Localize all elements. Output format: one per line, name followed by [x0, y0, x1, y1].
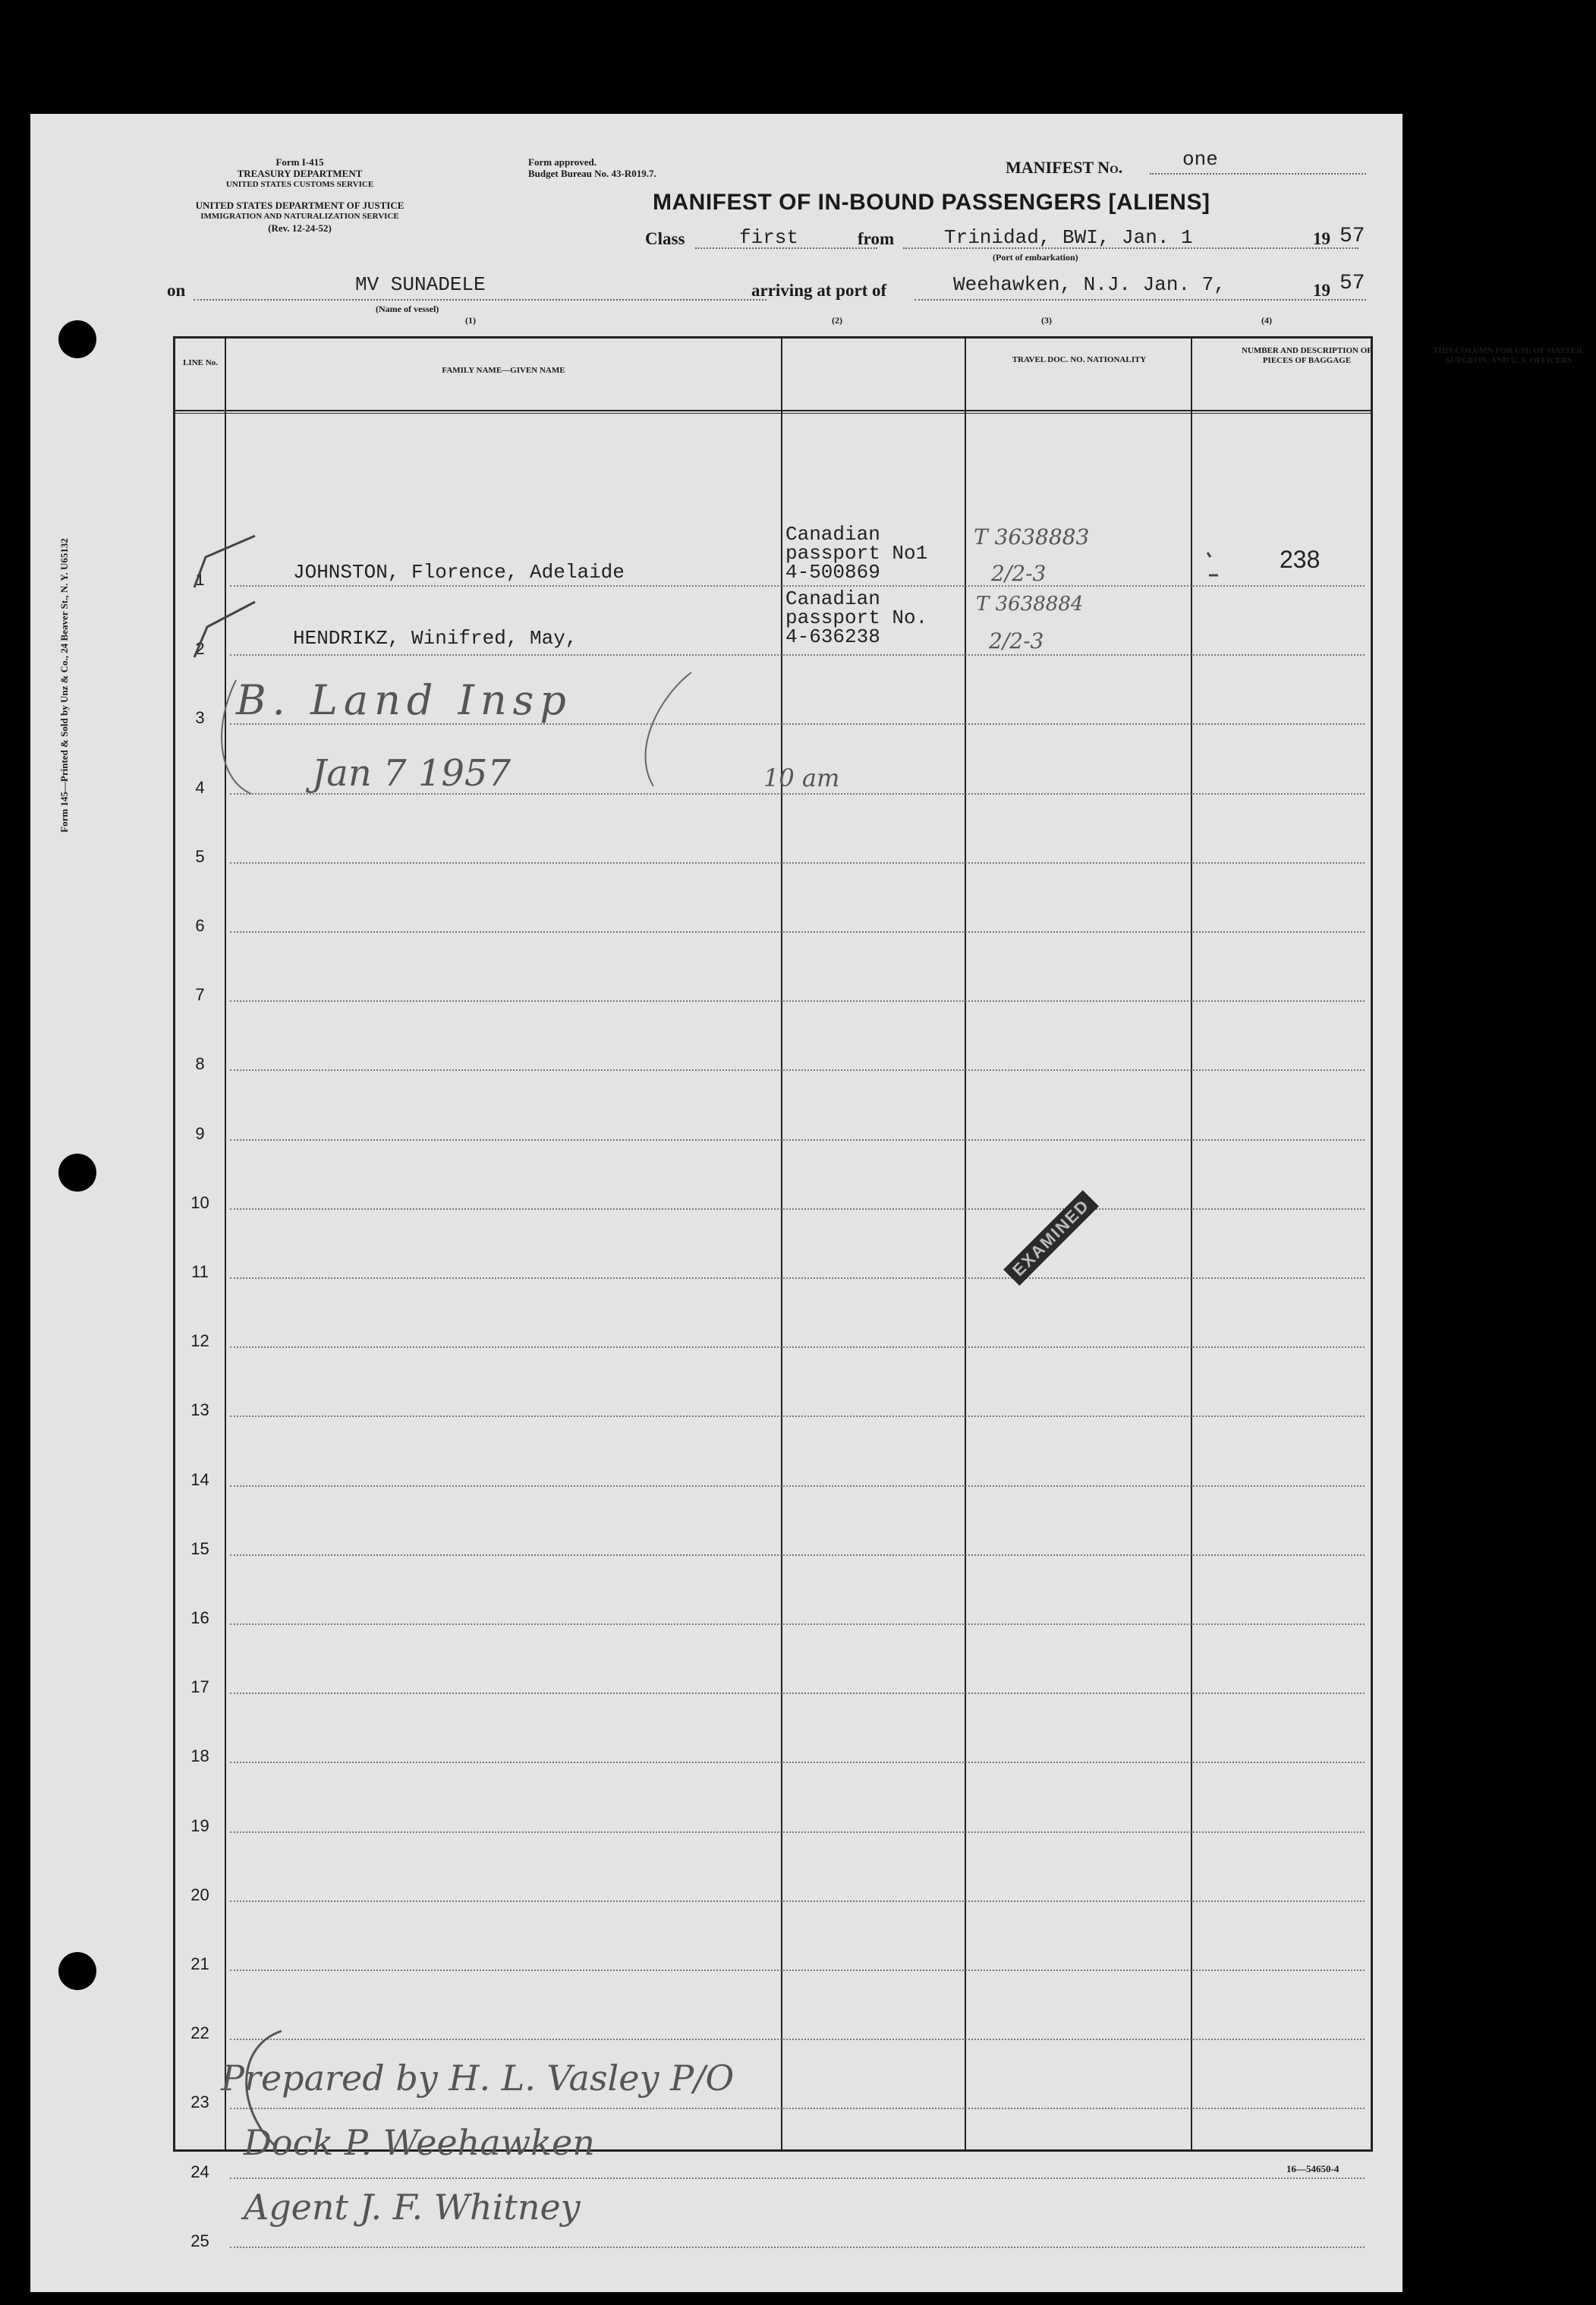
row-number: 11	[191, 1262, 209, 1281]
check-mark-2	[190, 600, 259, 661]
row-number: 22	[190, 2023, 209, 2043]
row-rule	[230, 1623, 1365, 1625]
entry-2-name: HENDRIKZ, Winifred, May,	[293, 627, 578, 650]
header-officers: THIS COLUMN FOR USE OF MASTER, SURGEON, AND U. S. OFFICERS	[1433, 346, 1585, 365]
arrival-year: 57	[1339, 272, 1365, 295]
class-label: Class	[645, 229, 685, 248]
row-rule	[230, 1970, 1365, 1971]
row-number: 16	[190, 1608, 209, 1627]
inspection-stamp-loop	[206, 665, 813, 809]
check-mark-1	[190, 534, 259, 595]
manifest-number: one	[1182, 148, 1218, 171]
row-number: 19	[190, 1815, 209, 1835]
officer-tick-marks	[1192, 543, 1238, 589]
row-rule	[230, 1277, 1365, 1279]
header-rule-2	[175, 413, 1371, 414]
row-number: 1	[195, 570, 205, 589]
row-rule	[230, 2247, 1365, 2248]
manifest-dots	[1150, 173, 1366, 175]
entry-1-doc-line-3: 4-500869	[785, 561, 880, 584]
entry-1-doc-line-2: passport No1	[785, 542, 928, 565]
approval-block	[528, 156, 656, 179]
entry-2-doc-line-3: 4-636238	[785, 625, 880, 648]
from-value: Trinidad, BWI, Jan. 1	[944, 226, 1193, 249]
from-label: from	[858, 229, 895, 248]
row-rule	[230, 1831, 1365, 1833]
entry-1-officer-note: 238	[1280, 546, 1321, 573]
row-rule	[230, 1693, 1365, 1694]
row-number: 10	[190, 1192, 209, 1212]
revision: (Rev. 12-24-52)	[268, 222, 332, 234]
col-num-1: (1)	[465, 315, 476, 326]
row-number: 13	[190, 1400, 209, 1420]
row-number: 18	[190, 1746, 209, 1766]
row-number: 12	[190, 1331, 209, 1351]
arrival-dots	[914, 299, 1366, 301]
entry-1-baggage-line-2: 2/2-3	[991, 561, 1047, 586]
col-num-4: (4)	[1261, 315, 1272, 326]
vessel-dots	[194, 299, 767, 301]
budget-bureau: Budget Bureau No. 43-R019.7.	[528, 168, 656, 179]
row-number: 5	[195, 846, 205, 866]
vessel-name: MV SUNADELE	[355, 273, 486, 296]
entry-2-doc-line-2: passport No.	[785, 606, 928, 629]
manifest-sheet	[30, 114, 1585, 2292]
form-approved: Form approved.	[528, 156, 597, 168]
row-rule	[230, 1762, 1365, 1763]
row-number: 8	[195, 1054, 205, 1074]
inspector-signature: B. Land Insp	[236, 676, 572, 724]
row-number: 2	[195, 639, 205, 659]
row-number: 9	[195, 1123, 205, 1143]
row-number: 24	[190, 2162, 209, 2181]
row-rule	[230, 1346, 1365, 1348]
header-line-no: LINE No.	[183, 358, 218, 367]
inspection-date: Jan 7 1957	[312, 752, 511, 795]
entry-2-baggage-line-1: T 3638884	[976, 593, 1084, 616]
punch-hole-top	[58, 320, 96, 358]
justice-department: UNITED STATES DEPARTMENT OF JUSTICE	[195, 200, 405, 211]
from-year-prefix: 19	[1313, 229, 1330, 248]
form-number-block	[197, 156, 402, 191]
punch-hole-middle	[58, 1154, 96, 1192]
row-rule	[230, 1069, 1365, 1071]
side-printer-text: Form 145—Printed & Sold by Unz & Co., 24 Beaver St., N. Y. U65132	[58, 538, 70, 833]
arrival-year-prefix: 19	[1313, 281, 1330, 300]
port-of-embarkation-caption: (Port of embarkation)	[993, 252, 1078, 263]
row-rule	[230, 1900, 1365, 1902]
row-number: 14	[190, 1469, 209, 1489]
row-rule	[230, 1139, 1365, 1141]
on-label: on	[167, 281, 186, 300]
vessel-caption: (Name of vessel)	[376, 304, 439, 314]
row-number: 20	[190, 1885, 209, 1904]
row-rule	[230, 862, 1365, 864]
customs-service: UNITED STATES CUSTOMS SERVICE	[225, 180, 374, 189]
col-divider-name	[781, 339, 782, 2149]
entry-2-baggage-line-2: 2/2-3	[989, 628, 1044, 653]
signature-bracket	[213, 2023, 411, 2152]
footer-code: 16—54650-4	[1286, 2163, 1339, 2174]
treasury-department: TREASURY DEPARTMENT	[237, 168, 363, 179]
row-rule	[230, 2177, 1365, 2179]
from-year: 57	[1339, 225, 1365, 248]
col-divider-travel	[965, 339, 966, 2149]
justice-department-block	[163, 200, 436, 234]
row-rule	[230, 931, 1365, 933]
entry-2-doc-line-1: Canadian	[785, 587, 880, 610]
row-rule	[230, 1485, 1365, 1487]
row-rule	[230, 1000, 1365, 1002]
col-num-2: (2)	[832, 315, 842, 326]
row-rule	[230, 1415, 1365, 1417]
row-number: 23	[190, 2092, 209, 2112]
page-title: MANIFEST OF IN-BOUND PASSENGERS [ALIENS]	[653, 190, 1210, 215]
header-name: FAMILY NAME—GIVEN NAME	[442, 366, 565, 375]
diagonal-examined-stamp: EXAMINED	[1003, 1190, 1099, 1286]
row-rule	[230, 654, 1365, 656]
row-number: 15	[190, 1538, 209, 1558]
agent: Agent J. F. Whitney	[244, 2187, 581, 2228]
arriving-label: arriving at port of	[751, 281, 887, 300]
arrival-value: Weehawken, N.J. Jan. 7,	[953, 273, 1226, 296]
prepared-by: Prepared by H. L. Vasley P/O	[221, 2058, 735, 2099]
row-number: 7	[195, 985, 205, 1005]
row-rule	[230, 1554, 1365, 1556]
entry-1-name: JOHNSTON, Florence, Adelaide	[293, 561, 625, 584]
row-number: 17	[190, 1677, 209, 1697]
header-travel: TRAVEL DOC. NO. NATIONALITY	[1012, 355, 1147, 364]
punch-hole-bottom	[58, 1952, 96, 1990]
row-number: 3	[195, 708, 205, 728]
header-baggage: NUMBER AND DESCRIPTION OF PIECES OF BAGGAGE	[1241, 346, 1373, 365]
row-number: 21	[190, 1954, 209, 1973]
col-divider-baggage	[1191, 339, 1192, 2149]
col-num-3: (3)	[1041, 315, 1052, 326]
entry-1-doc-line-1: Canadian	[785, 523, 880, 546]
entry-1-baggage-line-1: T 3638883	[974, 524, 1090, 549]
manifest-label: MANIFEST No.	[1006, 158, 1123, 177]
ins-service: IMMIGRATION AND NATURALIZATION SERVICE	[200, 212, 399, 221]
header-rule	[175, 410, 1371, 411]
row-number: 25	[190, 2231, 209, 2250]
dock: Dock P. Weehawken	[244, 2122, 595, 2163]
row-number: 4	[195, 777, 205, 797]
row-number: 6	[195, 916, 205, 935]
row-rule	[230, 1208, 1365, 1210]
form-number: Form I-415	[275, 156, 324, 168]
inspection-time: 10 am	[763, 764, 840, 792]
class-value: first	[739, 226, 799, 249]
